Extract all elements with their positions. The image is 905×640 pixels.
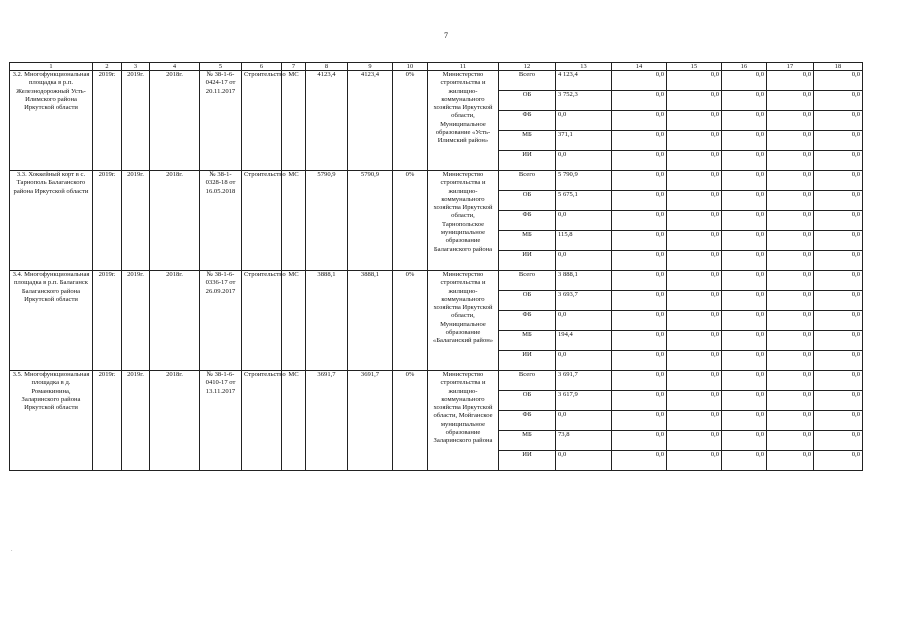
fund-source-label: ИИ <box>499 251 556 271</box>
work-type-cell: Строительство <box>242 371 282 471</box>
doc-year-cell: 2018г. <box>150 371 200 471</box>
expertise-cell: № 38-1-6-0410-17 от 13.11.2017 <box>200 371 242 471</box>
customer-cell: Министерство строительства и жилищно-коммунального хозяйства Иркутской области, Тарнопольское муниципальное образование Балаганского района <box>428 171 499 271</box>
fund-source-label: МБ <box>499 131 556 151</box>
customer-cell: Министерство строительства и жилищно-коммунального хозяйства Иркутской области, Муниципальное образование «Усть-Илимский район» <box>428 71 499 171</box>
cost-cell: 3691,7 <box>348 371 393 471</box>
amount-cell: 0,0 <box>722 371 767 391</box>
amount-cell: 0,0 <box>814 231 863 251</box>
amount-cell: 0,0 <box>722 211 767 231</box>
amount-cell: 0,0 <box>814 191 863 211</box>
amount-cell: 0,0 <box>767 291 814 311</box>
amount-cell: 0,0 <box>767 371 814 391</box>
readiness-cell: 0% <box>393 71 428 171</box>
amount-cell: 0,0 <box>667 91 722 111</box>
amount-cell: 5 675,1 <box>556 191 612 211</box>
header-cell: 6 <box>242 63 282 71</box>
amount-cell: 0,0 <box>722 391 767 411</box>
amount-cell: 0,0 <box>667 291 722 311</box>
header-cell: 8 <box>306 63 348 71</box>
table-row <box>10 271 863 291</box>
amount-cell: 0,0 <box>767 71 814 91</box>
project-name-cell: 3.5. Многофункциональная площадка в д. Романкинина, Заларинского района Иркутской области <box>10 371 93 471</box>
amount-cell: 0,0 <box>722 351 767 371</box>
amount-cell: 0,0 <box>667 331 722 351</box>
amount-cell: 371,1 <box>556 131 612 151</box>
amount-cell: 0,0 <box>667 271 722 291</box>
fund-source-label: Всего <box>499 171 556 191</box>
fund-source-label: МБ <box>499 331 556 351</box>
fund-source-label: МБ <box>499 431 556 451</box>
amount-cell: 73,8 <box>556 431 612 451</box>
amount-cell: 0,0 <box>667 391 722 411</box>
readiness-cell: 0% <box>393 371 428 471</box>
amount-cell: 0,0 <box>767 231 814 251</box>
doc-year-cell: 2018г. <box>150 171 200 271</box>
amount-cell: 0,0 <box>667 451 722 471</box>
header-cell: 12 <box>499 63 556 71</box>
amount-cell: 0,0 <box>667 231 722 251</box>
amount-cell: 0,0 <box>667 111 722 131</box>
end-year-cell: 2019г. <box>122 371 150 471</box>
amount-cell: 0,0 <box>814 211 863 231</box>
amount-cell: 0,0 <box>667 71 722 91</box>
amount-cell: 0,0 <box>556 251 612 271</box>
unit-cell: МС <box>282 271 306 371</box>
fund-source-label: ОБ <box>499 191 556 211</box>
capacity-cell: 3691,7 <box>306 371 348 471</box>
header-cell: 4 <box>150 63 200 71</box>
cost-cell: 4123,4 <box>348 71 393 171</box>
amount-cell: 115,8 <box>556 231 612 251</box>
amount-cell: 0,0 <box>814 431 863 451</box>
amount-cell: 0,0 <box>667 371 722 391</box>
start-year-cell: 2019г. <box>93 71 122 171</box>
amount-cell: 0,0 <box>767 91 814 111</box>
amount-cell: 3 691,7 <box>556 371 612 391</box>
expertise-cell: № 38-1-6-0336-17 от 26.09.2017 <box>200 271 242 371</box>
capacity-cell: 3888,1 <box>306 271 348 371</box>
amount-cell: 0,0 <box>612 291 667 311</box>
amount-cell: 0,0 <box>556 451 612 471</box>
work-type-cell: Строительство <box>242 71 282 171</box>
amount-cell: 0,0 <box>667 251 722 271</box>
header-cell: 3 <box>122 63 150 71</box>
amount-cell: 0,0 <box>722 171 767 191</box>
amount-cell: 0,0 <box>612 131 667 151</box>
amount-cell: 3 693,7 <box>556 291 612 311</box>
end-year-cell: 2019г. <box>122 71 150 171</box>
fund-source-label: ОБ <box>499 291 556 311</box>
project-name-cell: 3.3. Хоккейный корт в с. Тарнополь Балаганского района Иркутской области <box>10 171 93 271</box>
amount-cell: 0,0 <box>667 171 722 191</box>
amount-cell: 0,0 <box>814 411 863 431</box>
expertise-cell: № 38-1-6-0424-17 от 20.11.2017 <box>200 71 242 171</box>
amount-cell: 0,0 <box>722 331 767 351</box>
amount-cell: 0,0 <box>722 411 767 431</box>
amount-cell: 0,0 <box>814 351 863 371</box>
amount-cell: 0,0 <box>814 251 863 271</box>
header-cell: 9 <box>348 63 393 71</box>
amount-cell: 3 752,3 <box>556 91 612 111</box>
capacity-cell: 5790,9 <box>306 171 348 271</box>
amount-cell: 0,0 <box>667 151 722 171</box>
amount-cell: 0,0 <box>612 351 667 371</box>
amount-cell: 0,0 <box>556 111 612 131</box>
amount-cell: 0,0 <box>722 111 767 131</box>
unit-cell: МС <box>282 371 306 471</box>
fund-source-label: ИИ <box>499 151 556 171</box>
amount-cell: 0,0 <box>612 111 667 131</box>
amount-cell: 0,0 <box>814 171 863 191</box>
fund-source-label: ОБ <box>499 391 556 411</box>
amount-cell: 0,0 <box>814 91 863 111</box>
amount-cell: 0,0 <box>767 131 814 151</box>
amount-cell: 0,0 <box>722 311 767 331</box>
table-row <box>10 371 863 391</box>
amount-cell: 0,0 <box>722 231 767 251</box>
amount-cell: 0,0 <box>814 311 863 331</box>
end-year-cell: 2019г. <box>122 271 150 371</box>
fund-source-label: ИИ <box>499 451 556 471</box>
amount-cell: 0,0 <box>722 131 767 151</box>
amount-cell: 0,0 <box>722 191 767 211</box>
start-year-cell: 2019г. <box>93 171 122 271</box>
amount-cell: 0,0 <box>556 411 612 431</box>
table-row <box>10 171 863 191</box>
header-cell: 7 <box>282 63 306 71</box>
margin-mark: . <box>11 547 13 553</box>
amount-cell: 0,0 <box>556 211 612 231</box>
amount-cell: 0,0 <box>814 371 863 391</box>
amount-cell: 0,0 <box>722 91 767 111</box>
amount-cell: 0,0 <box>612 231 667 251</box>
page-number: 7 <box>444 31 448 40</box>
amount-cell: 0,0 <box>722 271 767 291</box>
amount-cell: 0,0 <box>667 351 722 371</box>
amount-cell: 0,0 <box>612 151 667 171</box>
amount-cell: 0,0 <box>767 351 814 371</box>
fund-source-label: ФБ <box>499 311 556 331</box>
fund-source-label: ФБ <box>499 211 556 231</box>
work-type-cell: Строительство <box>242 271 282 371</box>
start-year-cell: 2019г. <box>93 371 122 471</box>
amount-cell: 0,0 <box>612 71 667 91</box>
fund-source-label: Всего <box>499 71 556 91</box>
amount-cell: 0,0 <box>556 311 612 331</box>
amount-cell: 5 790,9 <box>556 171 612 191</box>
expertise-cell: № 38-1-0328-18 от 16.05.2018 <box>200 171 242 271</box>
header-cell: 13 <box>556 63 612 71</box>
amount-cell: 0,0 <box>814 391 863 411</box>
header-cell: 17 <box>767 63 814 71</box>
amount-cell: 0,0 <box>767 411 814 431</box>
amount-cell: 0,0 <box>814 111 863 131</box>
project-name-cell: 3.2. Многофункциональная площадка в р.п. Железнодорожный Усть-Илимского района Иркутской области <box>10 71 93 171</box>
cost-cell: 3888,1 <box>348 271 393 371</box>
amount-cell: 0,0 <box>767 211 814 231</box>
amount-cell: 0,0 <box>767 391 814 411</box>
amount-cell: 0,0 <box>612 451 667 471</box>
amount-cell: 0,0 <box>612 211 667 231</box>
doc-year-cell: 2018г. <box>150 71 200 171</box>
fund-source-label: ИИ <box>499 351 556 371</box>
work-type-cell: Строительство <box>242 171 282 271</box>
amount-cell: 4 123,4 <box>556 71 612 91</box>
amount-cell: 0,0 <box>814 451 863 471</box>
amount-cell: 0,0 <box>612 191 667 211</box>
fund-source-label: МБ <box>499 231 556 251</box>
header-cell: 14 <box>612 63 667 71</box>
amount-cell: 0,0 <box>767 431 814 451</box>
header-row <box>10 63 863 71</box>
amount-cell: 0,0 <box>667 431 722 451</box>
project-name-cell: 3.4. Многофункциональная площадка в р.п. Балаганск Балаганского района Иркутской области <box>10 271 93 371</box>
end-year-cell: 2019г. <box>122 171 150 271</box>
header-cell: 2 <box>93 63 122 71</box>
financing-table <box>9 62 863 471</box>
fund-source-label: Всего <box>499 271 556 291</box>
amount-cell: 0,0 <box>767 331 814 351</box>
unit-cell: МС <box>282 71 306 171</box>
amount-cell: 0,0 <box>722 451 767 471</box>
header-cell: 1 <box>10 63 93 71</box>
amount-cell: 0,0 <box>767 111 814 131</box>
amount-cell: 0,0 <box>612 431 667 451</box>
amount-cell: 0,0 <box>612 391 667 411</box>
amount-cell: 0,0 <box>612 311 667 331</box>
header-cell: 15 <box>667 63 722 71</box>
header-cell: 10 <box>393 63 428 71</box>
amount-cell: 3 888,1 <box>556 271 612 291</box>
amount-cell: 0,0 <box>612 331 667 351</box>
amount-cell: 0,0 <box>722 431 767 451</box>
amount-cell: 0,0 <box>767 171 814 191</box>
table-row <box>10 71 863 91</box>
header-cell: 16 <box>722 63 767 71</box>
fund-source-label: ФБ <box>499 411 556 431</box>
amount-cell: 0,0 <box>814 131 863 151</box>
amount-cell: 0,0 <box>767 451 814 471</box>
amount-cell: 194,4 <box>556 331 612 351</box>
amount-cell: 0,0 <box>612 171 667 191</box>
amount-cell: 0,0 <box>667 191 722 211</box>
amount-cell: 0,0 <box>612 271 667 291</box>
amount-cell: 0,0 <box>722 71 767 91</box>
amount-cell: 0,0 <box>722 251 767 271</box>
amount-cell: 0,0 <box>667 211 722 231</box>
amount-cell: 0,0 <box>667 411 722 431</box>
amount-cell: 0,0 <box>767 251 814 271</box>
doc-year-cell: 2018г. <box>150 271 200 371</box>
amount-cell: 3 617,9 <box>556 391 612 411</box>
header-cell: 11 <box>428 63 499 71</box>
amount-cell: 0,0 <box>767 151 814 171</box>
fund-source-label: Всего <box>499 371 556 391</box>
header-cell: 5 <box>200 63 242 71</box>
amount-cell: 0,0 <box>612 251 667 271</box>
fund-source-label: ОБ <box>499 91 556 111</box>
amount-cell: 0,0 <box>556 351 612 371</box>
amount-cell: 0,0 <box>767 271 814 291</box>
unit-cell: МС <box>282 171 306 271</box>
amount-cell: 0,0 <box>814 151 863 171</box>
amount-cell: 0,0 <box>814 331 863 351</box>
amount-cell: 0,0 <box>612 411 667 431</box>
amount-cell: 0,0 <box>814 271 863 291</box>
amount-cell: 0,0 <box>767 191 814 211</box>
fund-source-label: ФБ <box>499 111 556 131</box>
header-cell: 18 <box>814 63 863 71</box>
capacity-cell: 4123,4 <box>306 71 348 171</box>
amount-cell: 0,0 <box>612 371 667 391</box>
start-year-cell: 2019г. <box>93 271 122 371</box>
amount-cell: 0,0 <box>612 91 667 111</box>
amount-cell: 0,0 <box>722 151 767 171</box>
amount-cell: 0,0 <box>556 151 612 171</box>
amount-cell: 0,0 <box>667 311 722 331</box>
amount-cell: 0,0 <box>722 291 767 311</box>
readiness-cell: 0% <box>393 171 428 271</box>
customer-cell: Министерство строительства и жилищно-коммунального хозяйства Иркутской области, Муниципальное образование «Балаганский район» <box>428 271 499 371</box>
customer-cell: Министерство строительства и жилищно-коммунального хозяйства Иркутской области, Мойганское муниципальное образование Заларинского района <box>428 371 499 471</box>
amount-cell: 0,0 <box>814 291 863 311</box>
amount-cell: 0,0 <box>667 131 722 151</box>
amount-cell: 0,0 <box>814 71 863 91</box>
amount-cell: 0,0 <box>767 311 814 331</box>
readiness-cell: 0% <box>393 271 428 371</box>
cost-cell: 5790,9 <box>348 171 393 271</box>
